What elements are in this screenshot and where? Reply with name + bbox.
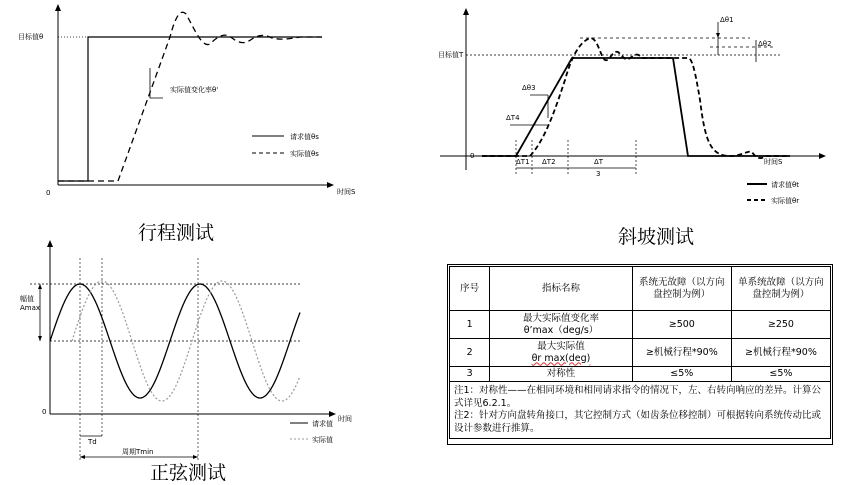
row-name-line1: 最大实际值变化率 — [523, 312, 600, 324]
header-name: 指标名称 — [490, 267, 632, 311]
row-name-line1: 最大实际值 — [537, 340, 585, 352]
row-name — [490, 339, 632, 367]
travel-origin: 0 — [46, 189, 51, 197]
request-curve — [58, 37, 322, 181]
sine-caption: 正弦测试 — [150, 462, 227, 484]
table-row — [450, 339, 831, 367]
table-row — [450, 311, 831, 339]
ramp-caption: 斜坡测试 — [618, 226, 695, 248]
x-axis-arrow — [327, 182, 334, 188]
row-index: 2 — [450, 339, 490, 367]
arrow-head — [38, 336, 42, 341]
travel-y-label: 目标值θ — [18, 33, 44, 41]
ramp-legend-actual: 实际值θr — [771, 197, 800, 205]
row-name-line2: θr max(deg) — [531, 352, 591, 364]
ramp-delta-t: ΔT — [594, 158, 604, 166]
travel-annotation: 实际值变化率θ' — [170, 86, 219, 94]
table-notes — [450, 382, 831, 439]
ramp-delta-t-sub: 3 — [596, 170, 601, 178]
note-2: 注2：针对方向盘转角接口，其它控制方式（如齿条位移控制）可根据转向系统传动比或设计参数进行推算。 — [454, 410, 822, 434]
sine-amp-label-2: Amax — [20, 304, 41, 312]
travel-test-diagram — [0, 0, 420, 245]
header-col2: 单系统故障（以方向盘控制为例） — [731, 267, 830, 311]
row-name: 对称性 — [490, 367, 632, 382]
row-col1: ≥机械行程*90% — [632, 339, 731, 367]
x-axis-arrow — [329, 411, 336, 417]
sine-amp-label-1: 幅值 — [20, 295, 34, 303]
travel-legend-actual: 实际值θs — [290, 150, 319, 158]
sine-origin: 0 — [42, 408, 47, 416]
ramp-delta-t2: ΔT2 — [542, 158, 556, 166]
sine-td-label: Td — [88, 438, 97, 446]
ramp-test-panel — [430, 0, 866, 250]
travel-x-label: 时间S — [337, 188, 356, 196]
ramp-delta-t1: ΔT1 — [516, 158, 530, 166]
ramp-y-label: 目标值T — [438, 51, 464, 59]
arrow-head — [38, 284, 42, 289]
row-col2: ≥250 — [731, 311, 830, 339]
ramp-test-diagram — [430, 0, 866, 250]
table-notes-row — [450, 382, 831, 439]
table-header-row — [450, 267, 831, 311]
y-axis-arrow — [47, 240, 53, 247]
header-col1: 系统无故障（以方向盘控制为例） — [632, 267, 731, 311]
note-1: 注1：对称性——在相同环境和相同请求指令的情况下，左、右转向响应的差异。计算公式详见6.2.1。 — [454, 385, 822, 409]
ramp-delta-theta1: Δθ1 — [720, 16, 734, 24]
travel-test-panel — [0, 0, 420, 245]
row-col1: ≥500 — [632, 311, 731, 339]
row-col2: ≤5% — [731, 367, 830, 382]
ramp-x-label: 时间S — [764, 158, 783, 166]
row-name-line2: θ’max（deg/s） — [523, 324, 599, 336]
sine-legend-actual: 实际值 — [312, 436, 333, 444]
table-row — [450, 367, 831, 382]
travel-caption: 行程测试 — [138, 222, 215, 244]
row-index: 1 — [450, 311, 490, 339]
row-name — [490, 311, 632, 339]
arrow-head — [80, 455, 85, 459]
spec-table — [449, 266, 831, 439]
ramp-delta-theta2: Δθ2 — [758, 40, 772, 48]
row-col1: ≤5% — [632, 367, 731, 382]
sine-x-label: 时间 — [338, 415, 352, 423]
ramp-delta-t4: ΔT4 — [506, 114, 520, 122]
sine-test-diagram — [0, 238, 420, 485]
sine-test-panel — [0, 238, 420, 485]
ramp-legend-request: 请求值θt — [771, 181, 800, 189]
row-col2: ≥机械行程*90% — [731, 339, 830, 367]
sine-legend-request: 请求值 — [312, 420, 333, 428]
row-index: 3 — [450, 367, 490, 382]
y-axis-arrow — [55, 4, 61, 11]
ramp-delta-theta3: Δθ3 — [522, 84, 536, 92]
y-axis-arrow — [463, 8, 469, 15]
arrow-head — [716, 33, 720, 38]
x-axis-arrow — [819, 153, 826, 159]
sine-period-label: 周期Tmin — [122, 448, 154, 456]
travel-legend-request: 请求值θs — [290, 133, 319, 141]
header-index: 序号 — [450, 267, 490, 311]
ramp-origin: 0 — [470, 152, 475, 160]
